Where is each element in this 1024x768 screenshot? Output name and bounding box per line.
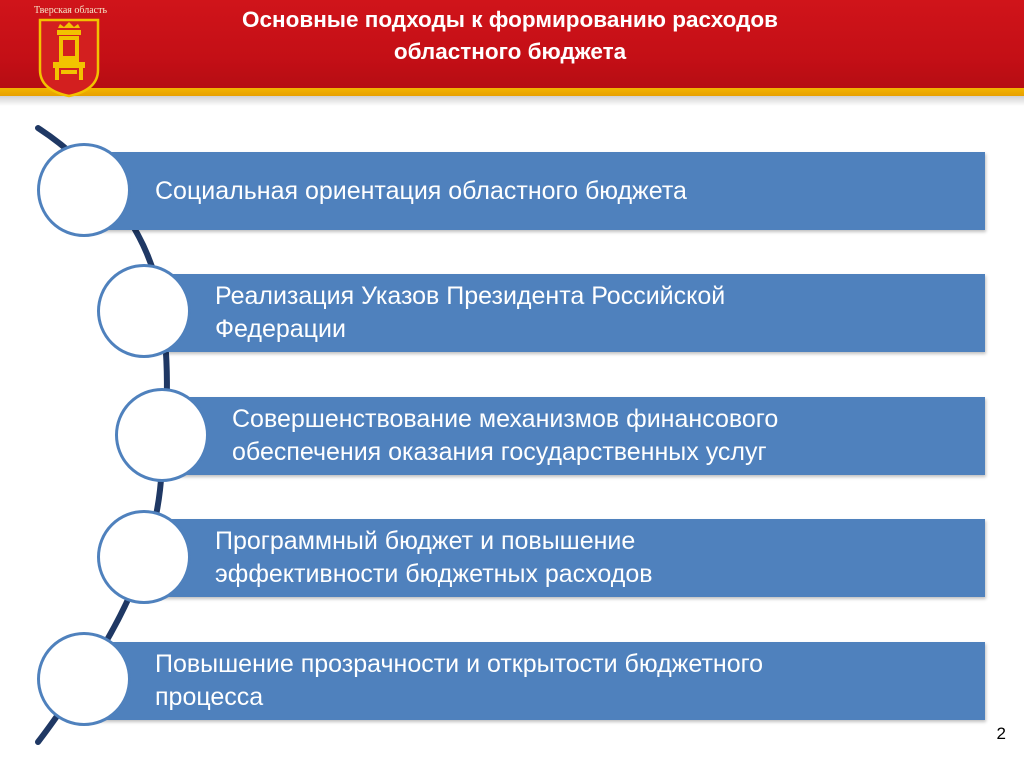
approach-item-5 [80, 642, 985, 720]
approach-item-text: Федерации [215, 315, 346, 343]
approach-item-text: Социальная ориентация областного бюджета [155, 176, 687, 205]
approach-item-text: процесса [155, 683, 264, 711]
page-title-line-1: Основные подходы к формированию расходов [242, 7, 778, 32]
approach-item-text: Совершенствование механизмов финансового [232, 405, 779, 433]
approach-item-1 [80, 152, 985, 230]
approach-item-text: Повышение прозрачности и открытости бюджетного [155, 650, 764, 678]
timeline-node-circle [97, 510, 191, 604]
region-label: Тверская область [34, 5, 108, 16]
approach-item-text: обеспечения оказания государственных услуг [232, 438, 767, 466]
timeline-node-circle [37, 632, 131, 726]
approach-item-3 [160, 397, 985, 475]
approach-item-4 [140, 519, 985, 597]
page-title-line-2: областного бюджета [393, 39, 627, 64]
timeline-node-circle [37, 143, 131, 237]
approach-item-2 [140, 274, 985, 352]
approach-item-text: Программный бюджет и повышение [215, 527, 636, 555]
timeline-node-circle [97, 264, 191, 358]
approach-item-text: эффективности бюджетных расходов [215, 560, 653, 588]
page-number: 2 [996, 724, 1006, 743]
timeline-node-circle [115, 388, 209, 482]
approach-item-text: Реализация Указов Президента Российской [215, 282, 726, 310]
